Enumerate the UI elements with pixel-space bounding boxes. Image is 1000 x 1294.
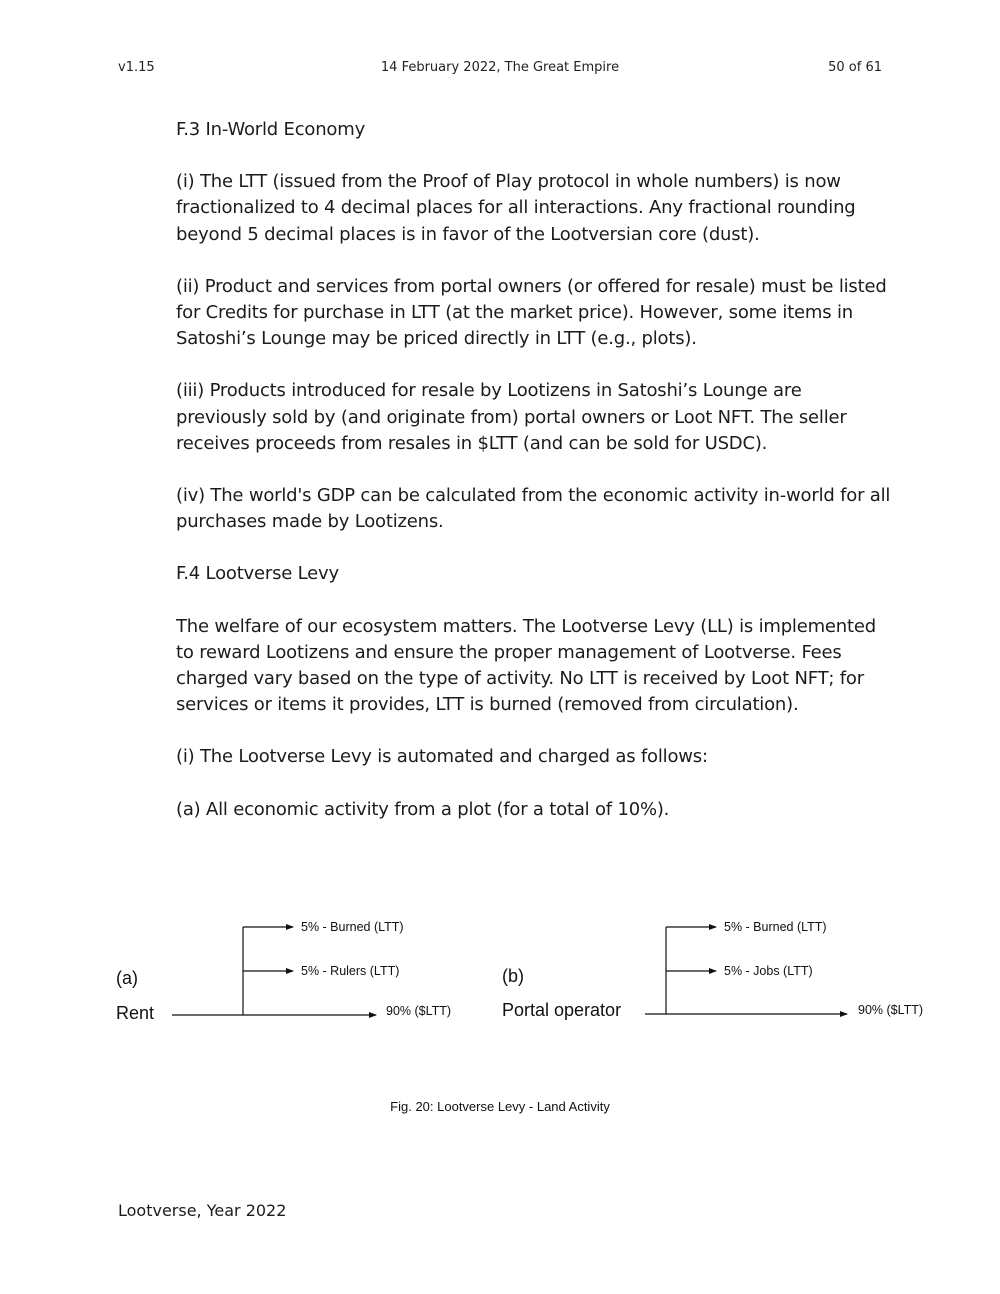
section-heading-f4: F.4 Lootverse Levy xyxy=(176,563,339,585)
section-heading-f3: F.3 In-World Economy xyxy=(176,119,366,140)
label-a-rulers: 5% - Rulers (LTT) xyxy=(301,964,400,978)
paragraph-f3-iv: (iv) The world's GDP can be calculated from the economic activity in-world for all purchases made by Lootizens. xyxy=(176,485,891,533)
document-body xyxy=(176,117,896,849)
paragraph-f3-ii: (ii) Product and services from portal owners (or offered for resale) must be listed for Credits for purchase in LTT (at the market price). However, some items in Satoshi’s Lounge may be priced directly in LTT (e.g., plots). xyxy=(176,275,887,350)
label-a-tag: (a) xyxy=(116,968,138,988)
label-b-burned: 5% - Burned (LTT) xyxy=(724,920,827,934)
levy-flow-figure xyxy=(0,900,1000,1040)
header-version: v1.15 xyxy=(118,60,155,75)
diagram-a xyxy=(116,920,451,1023)
paragraph-f3-iii: (iii) Products introduced for resale by Lootizens in Satoshi’s Lounge are previously sold by (and originate from) portal owners or Loot NFT. The seller receives proceeds from resales in $LTT (and can be sold for USDC). xyxy=(176,380,847,454)
paragraph-f4-a: (a) All economic activity from a plot (for a total of 10%). xyxy=(176,798,670,820)
paragraph-f4-intro: The welfare of our ecosystem matters. The Lootverse Levy (LL) is implemented to reward Lootizens and ensure the proper management of Lootverse. Fees charged vary based on the type of activity. No LTT is received by Loot NFT; for services or items it provides, LTT is burned (removed from circulation). xyxy=(176,615,876,716)
label-b-main: 90% ($LTT) xyxy=(858,1003,924,1017)
label-b-tag: (b) xyxy=(502,966,524,986)
paragraph-f3-i: (i) The LTT (issued from the Proof of Play protocol in whole numbers) is now fractionalized to 4 decimal places for all interactions. Any fractional rounding beyond 5 decimal places is in favor of the Lootversian core (dust). xyxy=(176,171,856,245)
label-b-source: Portal operator xyxy=(502,1000,622,1020)
figure-caption: Fig. 20: Lootverse Levy - Land Activity xyxy=(390,1099,610,1114)
label-a-main: 90% ($LTT) xyxy=(386,1004,452,1018)
diagram-b xyxy=(502,920,923,1020)
paragraph-f4-i: (i) The Lootverse Levy is automated and charged as follows: xyxy=(176,746,708,768)
header-page-number: 50 of 61 xyxy=(828,60,882,75)
label-b-jobs: 5% - Jobs (LTT) xyxy=(724,964,813,978)
footer-text: Lootverse, Year 2022 xyxy=(118,1201,287,1220)
header-date-title: 14 February 2022, The Great Empire xyxy=(380,60,620,75)
label-a-source: Rent xyxy=(116,1003,155,1023)
label-a-burned: 5% - Burned (LTT) xyxy=(301,920,404,934)
